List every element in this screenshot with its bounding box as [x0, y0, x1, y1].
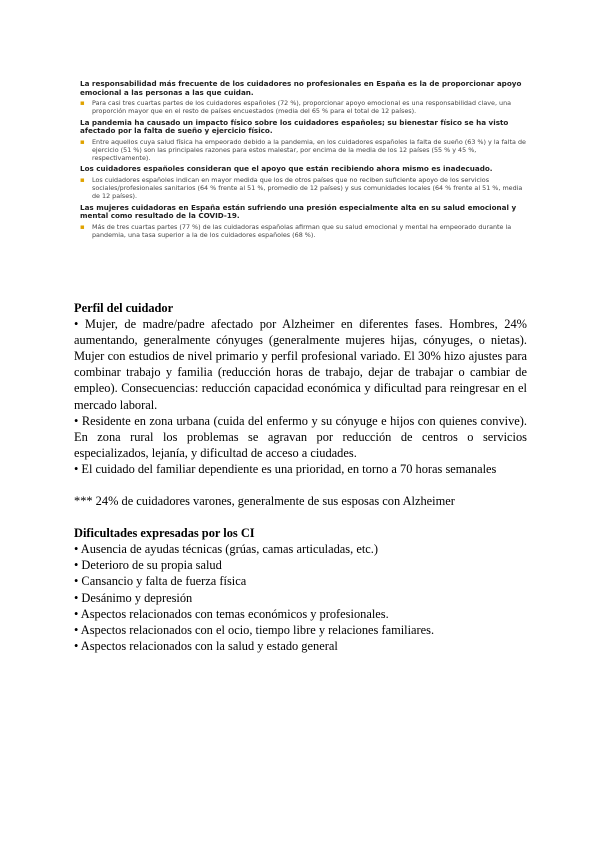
bullet-icon: ▪	[80, 175, 85, 184]
snippet-item-text: Los cuidadores españoles indican en mayor medida que los de otros países que no reciben suficiente apoyo de los servicios sociales/profesionales sanitarios (64 % frente al 51 %, promedio de 12 países) y sus comunidades locales (64 % frente al 51 %, media de 12 países).	[92, 175, 523, 201]
spacer	[74, 477, 527, 493]
snippet-block	[80, 204, 526, 240]
snippet-block	[80, 80, 526, 116]
paragraph: • Residente en zona urbana (cuida del enfermo y su cónyuge e hijos con quienes convive). En zona rural los problemas se agravan por reducción de centros o servicios especializados, lejanía, y dificultad de acceso a ciudades.	[74, 413, 527, 460]
section-title-dificultades: Dificultades expresadas por los CI	[74, 526, 255, 541]
list-item: • Deterioro de su propia salud	[74, 558, 222, 573]
bullet-icon: ▪	[80, 222, 85, 231]
snippet-heading: La responsabilidad más frecuente de los cuidadores no profesionales en España es la de proporcionar apoyo emocional a las personas a las que cuidan.	[80, 79, 522, 97]
snippet-item	[80, 176, 526, 201]
note: *** 24% de cuidadores varones, generalmente de sus esposas con Alzheimer	[74, 494, 455, 509]
snippet-item-text: Entre aquellos cuya salud física ha empeorado debido a la pandemia, en los cuidadores españoles la falta de sueño (63 %) y la falta de ejercicio (51 %) son las principales razones para estos malestar, por encima de la media de los 12 países (55 % y 45 %, respectivamente).	[92, 137, 526, 163]
snippet-heading: Los cuidadores españoles consideran que el apoyo que están recibiendo ahora mismo es inadecuado.	[80, 164, 493, 174]
list-item: • Cansancio y falta de fuerza física	[74, 574, 247, 589]
list-item: • Aspectos relacionados con el ocio, tiempo libre y relaciones familiares.	[74, 622, 435, 637]
bullet-icon: ▪	[80, 137, 85, 146]
list-item: • Aspectos relacionados con la salud y estado general	[74, 638, 338, 653]
list-item: • Desánimo y depresión	[74, 590, 193, 605]
snippet-heading: La pandemia ha causado un impacto físico sobre los cuidadores españoles; su bienestar físico se ha visto afectado por la falta de sueño y ejercicio físico.	[80, 117, 509, 136]
list-item: • Ausencia de ayudas técnicas (grúas, camas articuladas, etc.)	[74, 542, 378, 557]
snippet-block	[80, 119, 526, 163]
snippet-block	[80, 165, 526, 200]
snippet-heading: Las mujeres cuidadoras en España están sufriendo una presión especialmente alta en su salud emocional y mental como resultado de la COVID-19.	[80, 202, 517, 221]
spacer	[74, 509, 527, 525]
snippet-item-text: Más de tres cuartas partes (77 %) de las cuidadoras españolas afirman que su salud emocional y mental ha empeorado durante la pandemia, una tasa superior a la de los cuidadores españoles (68 %).	[92, 222, 512, 239]
bullet-icon: ▪	[80, 99, 85, 108]
snippet-item-text: Para casi tres cuartas partes de los cuidadores españoles (72 %), proporcionar apoyo emocional es una responsabilidad clave, una proporción mayor que en el resto de países encuestados (media del 65 % para el total de 12 países).	[92, 99, 512, 116]
report-snippet	[80, 80, 526, 242]
main-text	[74, 300, 527, 654]
paragraph: • El cuidado del familiar dependiente es una prioridad, en torno a 70 horas semanales	[74, 461, 497, 476]
snippet-item	[80, 223, 526, 239]
snippet-item	[80, 99, 526, 115]
list-item: • Aspectos relacionados con temas económicos y profesionales.	[74, 606, 389, 621]
snippet-item	[80, 138, 526, 163]
section-title-perfil: Perfil del cuidador	[74, 301, 174, 315]
paragraph: • Mujer, de madre/padre afectado por Alzheimer en diferentes fases. Hombres, 24% aumentando, generalmente cónyuges (generalmente mujeres hijas, cónyuges, o nietas). Mujer con estudios de nivel primario y perfil profesional variado. El 30% hizo ajustes para combinar trabajo y familia (reducción horas de trabajo, dejar de trabajar o cambiar de empleo). Consecuencias: reducción capacidad económica y dificultad para reingresar en el mercado laboral.	[74, 317, 527, 412]
